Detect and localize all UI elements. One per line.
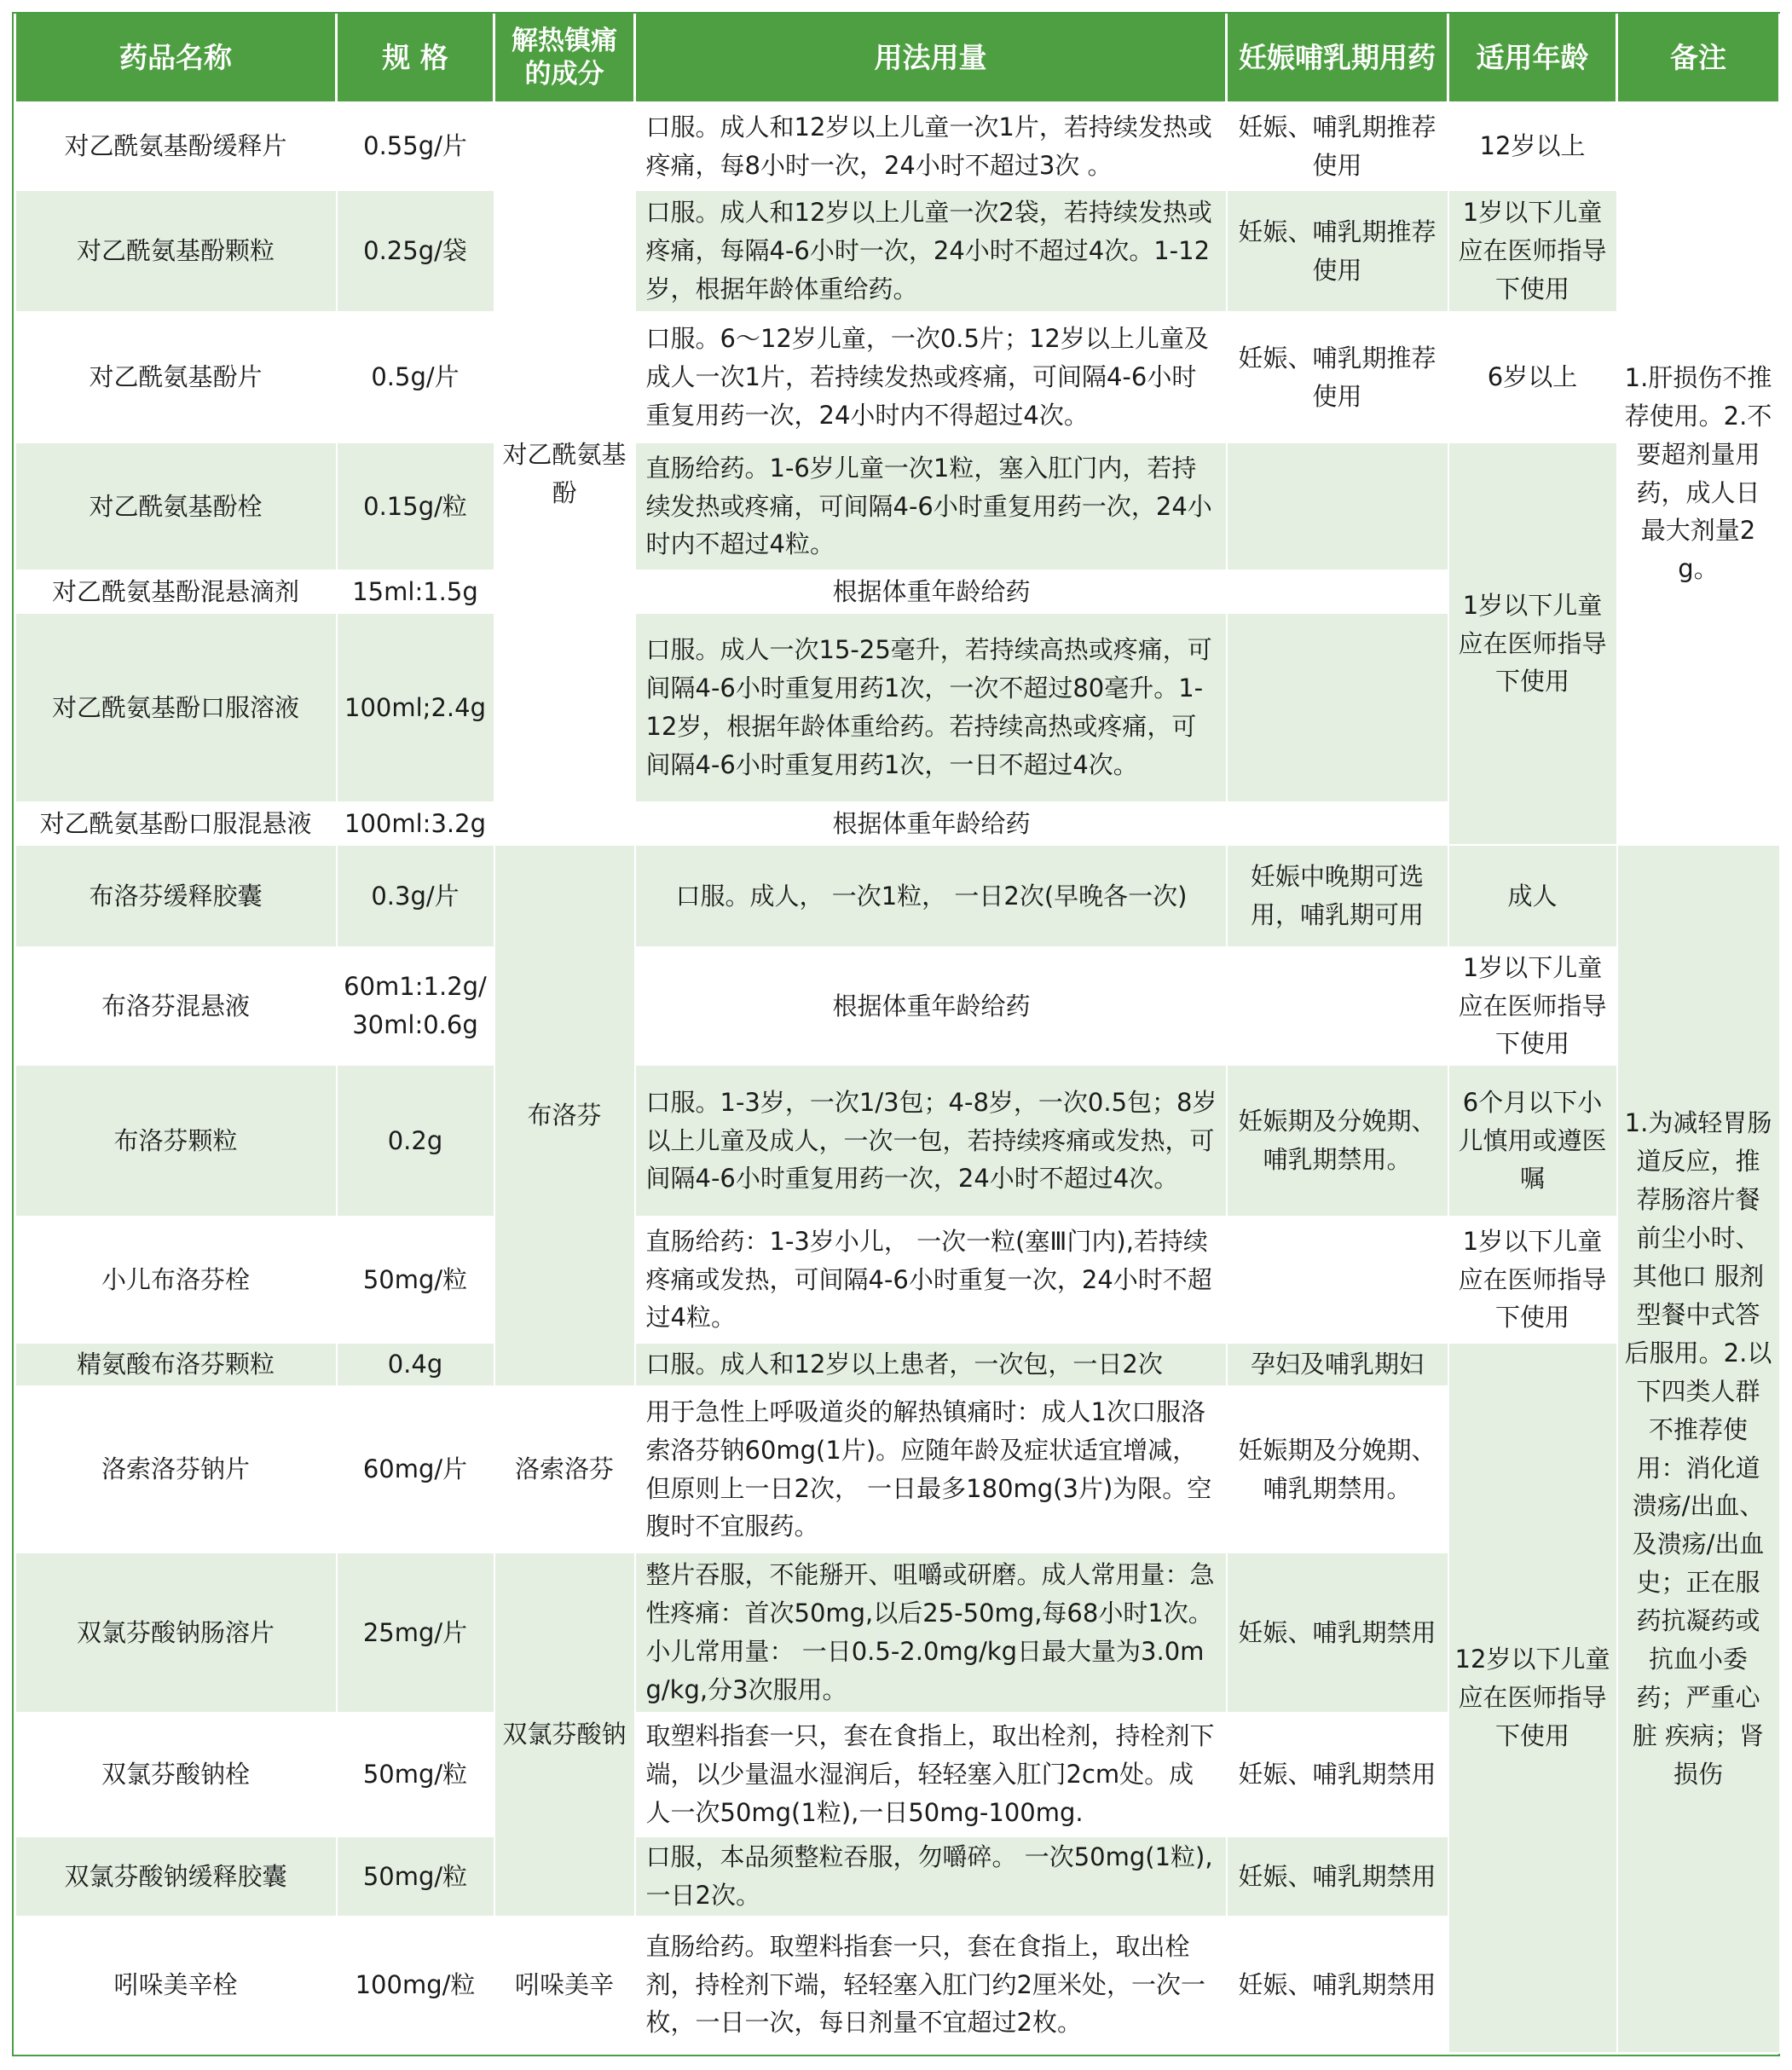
drug-name: 对乙酰氨基酚颗粒 [15,190,337,312]
table-row [15,1065,1780,1217]
usage-cell: 口服，本品须整粒吞服，勿嚼碎。 一次50mg(1粒),一日2次。 [635,1836,1227,1917]
pregnancy-cell [1227,442,1448,570]
usage-cell: 直肠给药。1-6岁儿童一次1粒，塞入肛门内，若持续发热或疼痛，可间隔4-6小时重复用药一次，24小时内不超过4粒。 [635,442,1227,570]
usage-cell: 用于急性上呼吸道炎的解热镇痛时：成人1次口服洛索洛芬钠60mg(1片)。应随年龄及症状适宜增减，但原则上一日2次， 一日最多180mg(3片)为限。空腹时不宜服药。 [635,1386,1227,1552]
usage-cell: 口服。1-3岁，一次1/3包；4-8岁，一次0.5包；8岁以上儿童及成人，一次一包，若持续疼痛或发热，可间隔4-6小时重复用药一次，24小时不超过4次。 [635,1065,1227,1217]
ingredient-cell: 对乙酰氨基酚 [494,102,635,845]
age-cell: 1岁以下儿童应在医师指导下使用 [1448,1217,1617,1343]
drug-spec: 0.15g/粒 [337,442,494,570]
drug-spec: 60m1:1.2g/ 30ml:0.6g [337,947,494,1065]
drug-name: 吲哚美辛栓 [15,1917,337,2053]
drug-spec: 0.25g/袋 [337,190,494,312]
header-ingredient: 解热镇痛的成分 [494,14,635,102]
drug-name: 小儿布洛芬栓 [15,1217,337,1343]
usage-cell: 根据体重年龄给药 [635,570,1227,613]
drug-spec: 100mg/粒 [337,1917,494,2053]
drug-name: 对乙酰氨基酚混悬滴剂 [15,570,337,613]
drug-name: 双氯芬酸钠栓 [15,1713,337,1836]
usage-cell: 直肠给药：1-3岁小儿， 一次一粒(塞Ⅲ门内),若持续疼痛或发热，可间隔4-6小时重复一次，24小时不超过4粒。 [635,1217,1227,1343]
drug-spec: 0.4g [337,1343,494,1386]
pregnancy-cell: 妊娠、哺乳期禁用 [1227,1713,1448,1836]
drug-spec: 15ml:1.5g [337,570,494,613]
header-remark: 备注 [1617,14,1780,102]
drug-spec: 25mg/片 [337,1552,494,1713]
drug-table-container [12,12,1780,2056]
header-pregnancy: 妊娠哺乳期用药 [1227,14,1448,102]
table-row [15,190,1780,312]
age-cell: 12岁以上 [1448,102,1617,190]
pregnancy-cell: 孕妇及哺乳期妇 [1227,1343,1448,1386]
usage-cell: 口服。成人一次15-25毫升，若持续高热或疼痛，可间隔4-6小时重复用药1次，一次不超过80毫升。1-12岁，根据年龄体重给药。若持续高热或疼痛，可间隔4-6小时重复用药1次，一日不超过4次。 [635,613,1227,802]
drug-name: 洛索洛芬钠片 [15,1386,337,1552]
pregnancy-cell: 妊娠中晚期可选用，哺乳期可用 [1227,845,1448,947]
age-cell: 1岁以下儿童应在医师指导下使用 [1448,442,1617,845]
age-cell: 1岁以下儿童应在医师指导下使用 [1448,947,1617,1065]
age-cell: 12岁以下儿童应在医师指导下使用 [1448,1343,1617,2053]
drug-spec: 0.3g/片 [337,845,494,947]
drug-name: 双氯芬酸钠肠溶片 [15,1552,337,1713]
remark-cell: 1.肝损伤不推荐使用。2.不要超剂量用药，成人日最大剂量2g。 [1617,102,1780,845]
usage-cell: 直肠给药。取塑料指套一只，套在食指上，取出栓剂，持栓剂下端，轻轻塞入肛门约2厘米处，一次一枚，一日一次，每日剂量不宜超过2枚。 [635,1917,1227,2053]
age-cell: 6个月以下小儿慎用或遵医嘱 [1448,1065,1617,1217]
pregnancy-cell: 妊娠、哺乳期推荐使用 [1227,102,1448,190]
drug-name: 对乙酰氨基酚缓释片 [15,102,337,190]
table-row [15,312,1780,442]
pregnancy-cell: 妊娠、哺乳期禁用 [1227,1552,1448,1713]
usage-cell: 根据体重年龄给药 [635,947,1227,1065]
ingredient-cell: 布洛芬 [494,845,635,1386]
drug-name: 布洛芬缓释胶囊 [15,845,337,947]
pregnancy-cell: 妊娠期及分娩期、哺乳期禁用。 [1227,1386,1448,1552]
header-row [15,14,1780,102]
age-cell: 6岁以上 [1448,312,1617,442]
pregnancy-cell: 妊娠期及分娩期、哺乳期禁用。 [1227,1065,1448,1217]
drug-name: 对乙酰氨基酚栓 [15,442,337,570]
drug-spec: 50mg/粒 [337,1713,494,1836]
table-row [15,947,1780,1065]
drug-name: 对乙酰氨基酚口服溶液 [15,613,337,802]
drug-spec: 0.55g/片 [337,102,494,190]
header-drug-name: 药品名称 [15,14,337,102]
drug-spec: 0.5g/片 [337,312,494,442]
pregnancy-cell [1227,947,1448,1065]
drug-name: 布洛芬颗粒 [15,1065,337,1217]
antipyretic-analgesic-table [14,14,1781,2054]
usage-cell: 口服。成人和12岁以上儿童一次1片，若持续发热或疼痛，每8小时一次，24小时不超过3次 。 [635,102,1227,190]
usage-cell: 口服。成人和12岁以上儿童一次2袋，若持续发热或疼痛，每隔4-6小时一次，24小时不超过4次。1-12岁，根据年龄体重给药。 [635,190,1227,312]
drug-spec: 100ml:3.2g [337,802,494,845]
age-cell: 成人 [1448,845,1617,947]
usage-cell: 口服。6～12岁儿童，一次0.5片；12岁以上儿童及成人一次1片，若持续发热或疼痛，可间隔4-6小时重复用药一次，24小时内不得超过4次。 [635,312,1227,442]
usage-cell: 取塑料指套一只，套在食指上，取出栓剂，持栓剂下端，以少量温水湿润后，轻轻塞入肛门2cm处。成人一次50mg(1粒),一日50mg-100mg. [635,1713,1227,1836]
pregnancy-cell [1227,570,1448,613]
ingredient-cell: 洛索洛芬 [494,1386,635,1552]
ingredient-cell: 吲哚美辛 [494,1917,635,2053]
pregnancy-cell: 妊娠、哺乳期禁用 [1227,1836,1448,1917]
drug-name: 布洛芬混悬液 [15,947,337,1065]
table-row [15,102,1780,190]
pregnancy-cell [1227,802,1448,845]
drug-spec: 50mg/粒 [337,1836,494,1917]
age-cell: 1岁以下儿童应在医师指导下使用 [1448,190,1617,312]
pregnancy-cell: 妊娠、哺乳期推荐使用 [1227,190,1448,312]
usage-cell: 口服。成人， 一次1粒， 一日2次(早晚各一次) [635,845,1227,947]
usage-cell: 口服。成人和12岁以上患者，一次包，一日2次 [635,1343,1227,1386]
drug-spec: 0.2g [337,1065,494,1217]
table-row [15,1217,1780,1343]
ingredient-cell: 双氯芬酸钠 [494,1552,635,1917]
table-row [15,1343,1780,1386]
drug-name: 对乙酰氨基酚口服混悬液 [15,802,337,845]
header-spec: 规 格 [337,14,494,102]
drug-name: 双氯芬酸钠缓释胶囊 [15,1836,337,1917]
drug-spec: 60mg/片 [337,1386,494,1552]
pregnancy-cell: 妊娠、哺乳期推荐使用 [1227,312,1448,442]
header-usage: 用法用量 [635,14,1227,102]
drug-name: 对乙酰氨基酚片 [15,312,337,442]
drug-spec: 100ml;2.4g [337,613,494,802]
remark-cell: 1.为减轻胃肠 道反应，推荐肠溶片餐前尘小时、其他口 服剂型餐中式答后服用。2.以下四类人群不推荐使用：消化道溃疡/出血、及溃疡/出血史；正在服药抗凝药或抗血小委药；严重心脏 疾病；肾损伤 [1617,845,1780,2053]
table-row [15,845,1780,947]
pregnancy-cell [1227,1217,1448,1343]
pregnancy-cell: 妊娠、哺乳期禁用 [1227,1917,1448,2053]
drug-name: 精氨酸布洛芬颗粒 [15,1343,337,1386]
table-row [15,442,1780,570]
pregnancy-cell [1227,613,1448,802]
drug-spec: 50mg/粒 [337,1217,494,1343]
header-age: 适用年龄 [1448,14,1617,102]
usage-cell: 整片吞服，不能掰开、咀嚼或研磨。成人常用量：急性疼痛：首次50mg,以后25-50mg,每68小时1次。小儿常用量： 一日0.5-2.0mg/kg日最大量为3.0mg/kg,分3次服用。 [635,1552,1227,1713]
usage-cell: 根据体重年龄给药 [635,802,1227,845]
